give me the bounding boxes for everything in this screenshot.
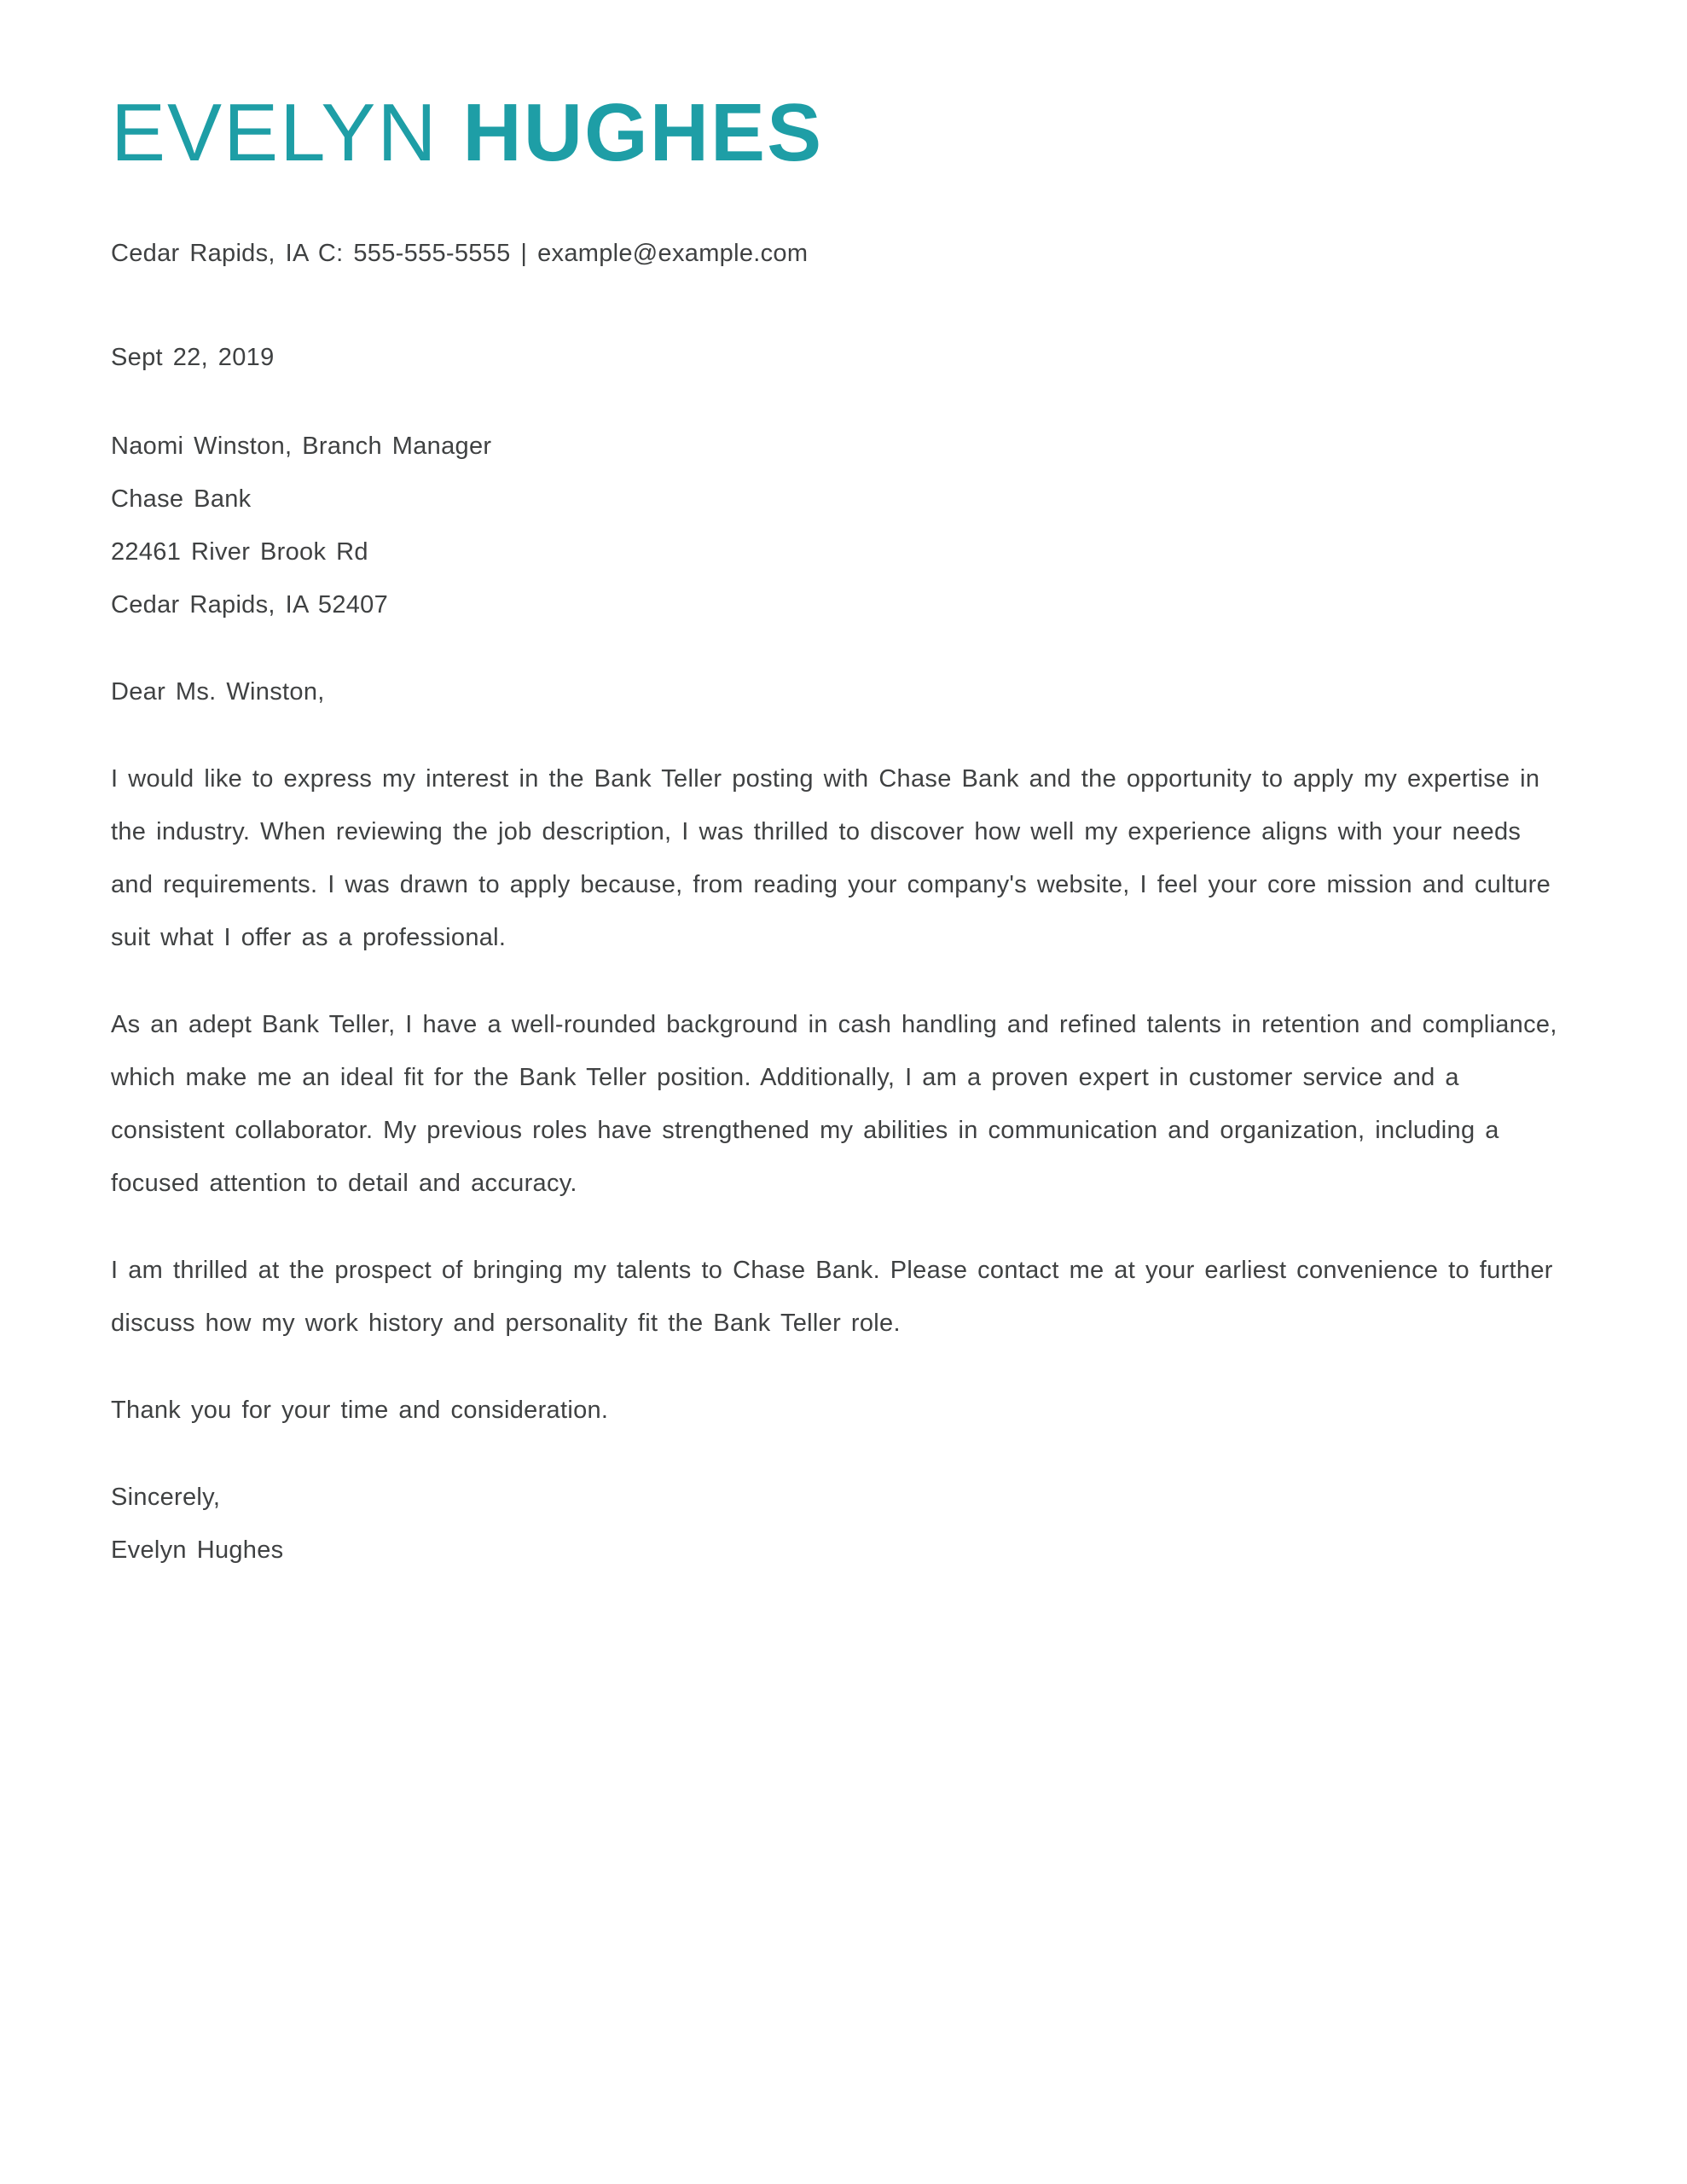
body-paragraph: As an adept Bank Teller, I have a well-rounded background in cash handling and refined talents in retention and compliance, which make me an ideal fit for the Bank Teller position. Additionally, I am a proven expert in customer service and a consistent collaborator. My previous roles have strengthened my abilities in communication and organization, including a focused attention to detail and accuracy. [111,1011,1557,1197]
recipient-name: Naomi Winston, Branch Manager [111,433,492,460]
body-paragraph: I am thrilled at the prospect of bringing my talents to Chase Bank. Please contact me at your earliest convenience to further discuss how my work history and personality fit the Bank Teller role. [111,1257,1553,1337]
thanks-line: Thank you for your time and consideration. [111,1397,609,1424]
first-name: EVELYN [111,87,438,178]
recipient-company: Chase Bank [111,485,252,513]
salutation: Dear Ms. Winston, [111,678,325,706]
recipient-block [111,420,1568,631]
recipient-street: 22461 River Brook Rd [111,538,368,566]
last-name: HUGHES [462,87,824,178]
signature-name: Evelyn Hughes [111,1536,284,1564]
body-paragraph: I would like to express my interest in the Bank Teller posting with Chase Bank and the opportunity to apply my expertise in the industry. When reviewing the job description, I was thrilled to discover how well my experience aligns with your needs and requirements. I was drawn to apply because, from reading your company's website, I feel your core mission and culture suit what I offer as a professional. [111,765,1551,951]
page-title [111,87,1568,178]
closing-line: Sincerely, [111,1484,221,1511]
contact-line: Cedar Rapids, IA C: 555-555-5555 | example@example.com [111,240,809,267]
recipient-city-state-zip: Cedar Rapids, IA 52407 [111,591,389,619]
letter-date: Sept 22, 2019 [111,344,275,371]
